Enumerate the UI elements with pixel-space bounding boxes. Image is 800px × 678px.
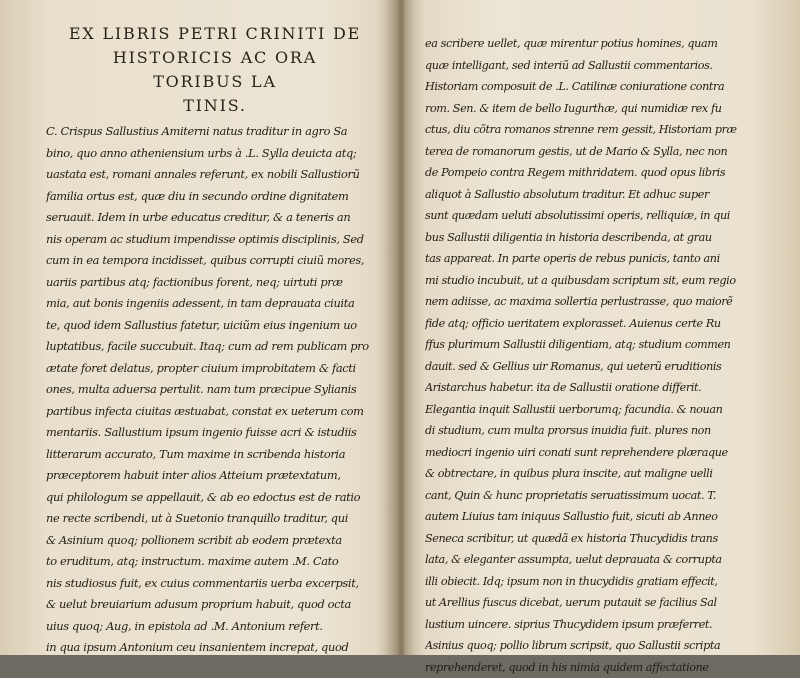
heading-line: HISTORICIS AC ORA [55,46,375,70]
text-line: de Pompeio contra Regem mithridatem. quod opus libris [425,162,777,184]
text-line: reprehenderet, quod in his nimia quidem affectatione [425,657,777,678]
text-line: uastata est, romani annales referunt, ex nobili Sallustiorũ [46,164,376,186]
text-line: cant, Quin & hunc proprietatis seruatissimum uocat. T. [425,485,777,507]
text-line: te, quod idem Sallustius fatetur, uiciũm eius ingenium uo [46,315,376,337]
text-line: nis studiosus fuit, ex cuius commentariis uerba excerpsit, [46,573,376,595]
text-line: autem Liuius tam iniquus Sallustio fuit, sicuti ab Anneo [425,506,777,528]
text-line: aliquot à Sallustio absolutum traditur. Et adhuc super [425,184,777,206]
text-line: Historiam composuit de .L. Catilinæ coniuratione contra [425,76,777,98]
text-line: in qua ipsum Antonium ceu insanientem increpat, quod [46,637,376,659]
text-line: lata, & eleganter assumpta, uelut deprauata & corrupta [425,549,777,571]
text-line: qui philologum se appellauit, & ab eo edoctus est de ratio [46,487,376,509]
text-line: præceptorem habuit inter alios Atteium prætextatum, [46,465,376,487]
right-page [402,0,800,655]
text-line: ætate foret delatus, propter ciuium improbitatem & facti [46,358,376,380]
text-line: to eruditum, atq; instructum. maxime autem .M. Cato [46,551,376,573]
heading-line: TINIS. [55,94,375,118]
text-line: nem adiisse, ac maxima sollertia perlustrasse, quo maiorẽ [425,291,777,313]
text-line: cum in ea tempora incidisset, quibus corrupti ciuiũ mores, [46,250,376,272]
text-line: litterarum accurato, Tum maxime in scribenda historia [46,444,376,466]
text-line: lustium uincere. siprius Thucydidem ipsum præferret. [425,614,777,636]
text-line: & obtrectare, in quibus plura inscite, aut maligne uelli [425,463,777,485]
text-line: quæ intelligant, sed interiũ ad Sallustii commentarios. [425,55,777,77]
text-line: mi studio incubuit, ut a quibusdam scriptum sit, eum regio [425,270,777,292]
text-line: luptatibus, facile succubuit. Itaq; cum ad rem publicam pro [46,336,376,358]
text-line: mentariis. Sallustium ipsum ingenio fuisse acri & istudiis [46,422,376,444]
text-line: familia ortus est, quæ diu in secundo ordine dignitatem [46,186,376,208]
left-page [0,0,398,655]
text-line: Aristarchus habetur. ita de Sallustii oratione differit. [425,377,777,399]
text-line: terea de romanorum gestis, ut de Mario & Sylla, nec non [425,141,777,163]
text-line: nis operam ac studium impendisse optimis disciplinis, Sed [46,229,376,251]
text-line: ne recte scribendi, ut à Suetonio tranquillo traditur, qui [46,508,376,530]
text-line: partibus infecta ciuitas æstuabat, constat ex ueterum com [46,401,376,423]
chapter-heading [55,22,375,118]
text-line: C. Crispus Sallustius Amiterni natus traditur in agro Sa [46,121,376,143]
text-line: di studium, cum multa prorsus inuidia fuit. plures non [425,420,777,442]
text-line: ffus plurimum Sallustii diligentiam, atq; studium commen [425,334,777,356]
text-line: ut Arellius fuscus dicebat, uerum putauit se facilius Sal [425,592,777,614]
text-line: Seneca scribitur, ut quædã ex historia Thucydidis trans [425,528,777,550]
text-line: illi obiecit. Idq; ipsum non in thucydidis gratiam effecit, [425,571,777,593]
heading-line: TORIBUS LA [55,70,375,94]
text-line: fide atq; officio ueritatem explorasset. Auienus certe Ru [425,313,777,335]
text-line: mia, aut bonis ingeniis adessent, in tam deprauata ciuita [46,293,376,315]
text-line: seruauit. Idem in urbe educatus creditur, & a teneris an [46,207,376,229]
text-line: rom. Sen. & item de bello Iugurthæ, qui numidiæ rex fu [425,98,777,120]
text-line: & uelut breuiarium adusum proprium habuit, quod octa [46,594,376,616]
left-page-text [46,121,376,659]
text-line: Elegantia inquit Sallustii uerborumq; facundia. & nouan [425,399,777,421]
text-line: bus Sallustii diligentia in historia describenda, at grau [425,227,777,249]
text-line: ea scribere uellet, quæ mirentur potius homines, quam [425,33,777,55]
text-line: bino, quo anno atheniensium urbs à .L. Sylla deuicta atq; [46,143,376,165]
text-line: uariis partibus atq; factionibus forent, neq; uirtuti præ [46,272,376,294]
text-line: mediocri ingenio uiri conati sunt reprehendere plæraque [425,442,777,464]
text-line: & Asinium quoq; pollionem scribit ab eodem prætexta [46,530,376,552]
heading-line: EX LIBRIS PETRI CRINITI DE [55,22,375,46]
text-line: ctus, diu cõtra romanos strenne rem gessit, Historiam præ [425,119,777,141]
text-line: uius quoq; Aug, in epistola ad .M. Antonium refert. [46,616,376,638]
text-line: Asinius quoq; pollio librum scripsit, quo Sallustii scripta [425,635,777,657]
right-page-text [425,33,777,678]
text-line: dauit. sed & Gellius uir Romanus, qui ueterũ eruditionis [425,356,777,378]
text-line: sunt quædam ueluti absolutissimi operis, relliquiæ, in qui [425,205,777,227]
text-line: tas appareat. In parte operis de rebus punicis, tanto ani [425,248,777,270]
text-line: ones, multa aduersa pertulit. nam tum præcipue Sylianis [46,379,376,401]
